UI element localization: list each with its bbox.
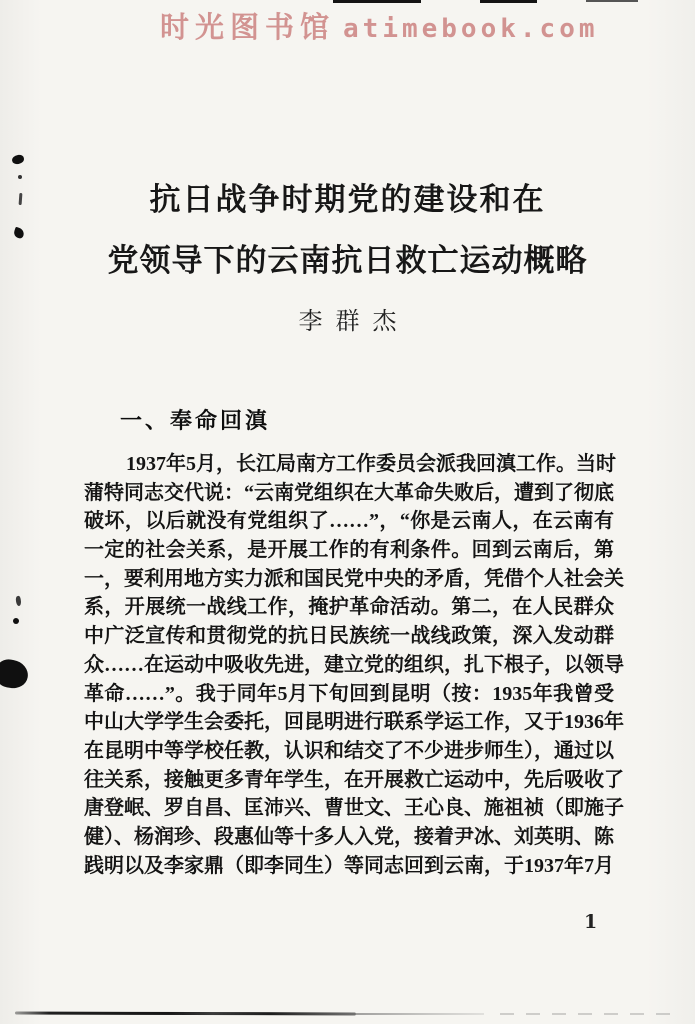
body-text-line: 健）、杨润珍、段惠仙等十多人入党，接着尹冰、刘英明、陈 [84, 825, 614, 848]
body-text-line: 唐登岷、罗自昌、匡沛兴、曹世文、王心良、施祖祯（即施子 [84, 797, 624, 820]
body-text-line: 1937年5月，长江局南方工作委员会派我回滇工作。当时 [126, 453, 616, 475]
body-text-line: 一定的社会关系，是开展工作的有利条件。回到云南后，第 [84, 539, 614, 562]
body-text-line: 往关系，接触更多青年学生，在开展救亡运动中，先后吸收了 [84, 768, 624, 791]
body-text-line: 中山大学学生会委托，回昆明进行联系学运工作，又于1936年 [84, 711, 624, 734]
body-text-line: 蒲特同志交代说：“云南党组织在大革命失败后，遭到了彻底 [84, 481, 614, 504]
scan-artifact-ink-blob [0, 657, 30, 690]
article-title-line-2: 党领导下的云南抗日救亡运动概略 [107, 243, 588, 278]
section-heading: 一、奉命回滇 [120, 408, 271, 433]
scan-artifact-ink-speck [18, 175, 22, 179]
body-text-line: 破坏，以后就没有党组织了……”，“你是云南人，在云南有 [84, 510, 614, 533]
scan-artifact-top-dash [480, 0, 537, 3]
scan-artifact-top-dash [586, 0, 638, 2]
body-text-line: 众……在运动中吸收先进，建立党的组织，扎下根子，以领导 [84, 653, 624, 676]
body-text-line: 革命……”。我于同年5月下旬回到昆明（按：1935年我曾受 [84, 682, 614, 705]
watermark [160, 5, 599, 46]
scan-artifact-bottom-edge [15, 1012, 356, 1016]
scan-artifact-bottom-edge [500, 1013, 670, 1015]
scan-artifact-ink-speck [13, 618, 19, 624]
scan-artifact-ink-speck [15, 596, 22, 607]
scan-artifact-top-dash [333, 0, 421, 3]
article-title-line-1: 抗日战争时期党的建设和在 [149, 182, 546, 217]
watermark-site-name: 时光图书馆 [160, 12, 336, 44]
author-name: 李群杰 [298, 309, 410, 335]
body-text-line: 在昆明中等学校任教，认识和结交了不少进步师生），通过以 [84, 739, 614, 762]
watermark-site-url: atimebook.com [343, 14, 599, 44]
body-text-line: 一，要利用地方实力派和国民党中央的矛盾，凭借个人社会关 [84, 567, 624, 590]
body-text-line: 系，开展统一战线工作，掩护革命活动。第二，在人民群众 [84, 596, 614, 619]
scan-artifact-ink-speck [11, 154, 24, 165]
body-text-line: 中广泛宣传和贯彻党的抗日民族统一战线政策，深入发动群 [84, 625, 614, 648]
body-paragraph [84, 450, 624, 880]
page-number: 1 [584, 911, 598, 933]
scan-artifact-bottom-edge [356, 1013, 484, 1015]
body-text-line: 践明以及李家鼎（即李同生）等同志回到云南，于1937年7月 [84, 854, 614, 877]
